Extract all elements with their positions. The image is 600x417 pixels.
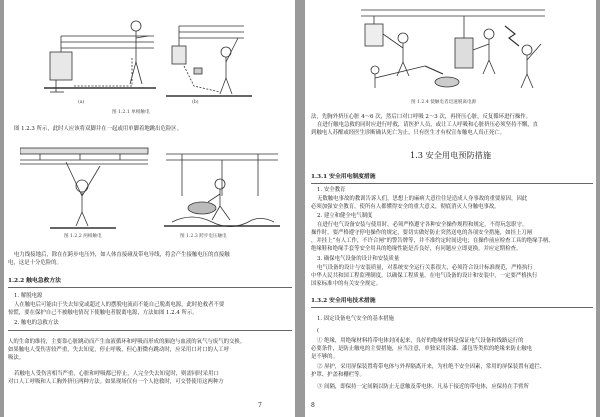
figure-caption: 图 1.2.2 两相触电 [64,234,102,239]
body-paragraph: 无数触电事故的教训告诉人们，思想上的麻痹大意往往是造成人身事故的重要原因，因此 [317,196,528,202]
body-paragraph: 法，先胸外挤压心脏 4～6 次，然后口对口呼吸 2～3 次，再挤压心脏，反复循环进行操作。 [311,114,532,120]
page-number: 8 [311,402,315,409]
body-paragraph: ，并挂上“有人工作，不许合闸”的警告牌等，并不准约定时间送电；在操作前应检查工具的绝缘手柄、 [311,238,554,244]
right-page [305,0,596,417]
body-paragraph: 若触电人受伤害相当严重，心脏和呼吸都已停止，人完全失去知觉时，则需同时采用口 [14,371,219,377]
figure-label-a: (a) [78,100,85,105]
list-item: ② 屏护，采用屏保装置将带电体与外界隔离开来，为杜绝不安全因素，常用的屏保装置有遮拦、 [317,364,546,370]
subsection-heading: 1. 固定设备电气安全的基本措施 [317,316,394,322]
section-heading: 1.3.1 安全用电制度措施 [311,174,376,180]
subsection-heading: 1. 解脱电源 [14,293,43,299]
body-paragraph: 电力线接地后，除在在跨步电压外，如人体直接碰及带电导线，将会产生接触电压的直接触 [14,252,230,258]
subsection-heading: 1. 安全教育 [317,187,346,193]
body-paragraph: 惊慌，要在保护自己不被触电情况下使触电者脱离电源，方法如图 1.2.4 所示。 [8,310,198,316]
body-paragraph: 电气设备的设计与安装质量，对系统安全运行关系很大，必须符合设计标准规范，严格执行 [317,265,533,271]
list-item: ① 绝缘，用绝缘材料将带电体封闭起来，良好的绝缘材料是保证电气设备和线路运行的 [317,338,524,344]
section-heading: 1.3.2 安全用电技术措施 [311,298,376,304]
figure-caption: 图 1.2.4 使触电者迅速脱离电源 [411,100,477,105]
body-paragraph: 吸法。 [8,355,25,361]
list-item: 护罩、护盖和栅栏等。 [311,372,365,378]
figure-caption: 图 1.2.1 单相触电 [112,110,150,115]
body-paragraph: 中华人民共和国工程监理制度，以确保工程质量。在电气设备的设计和安装中，一定要严格执行 [311,273,538,279]
figure-caption: 图 1.2.3 跨步电压触电 [180,234,227,239]
body-paragraph: 必须加强安全教育，使所有人都懂得安全的重大意义，彻底消灭人身触电事故。 [311,204,500,210]
section-rule [8,330,292,331]
subsection-heading: 3. 确保电气设备的设计和安装质量 [317,256,400,262]
section-rule [8,287,292,288]
left-page [4,0,295,417]
body-paragraph: 在进行电气设备安装与使用时，必须严格遵守各种安全操作规程和规定，不得玩忽职守。 [317,222,528,228]
paren-mark: ( [317,328,320,334]
chapter-title: 1.3 安全用电预防措施 [409,150,492,160]
figure-rescue-from-power [355,4,555,96]
list-item: 是不够的。 [311,354,338,360]
body-paragraph: 人在触电后可能由于失去知觉或超过人的摆脱电流而不能自己脱离电源，此时抢救者不要 [14,302,225,308]
figure-two-phase-shock [20,146,150,230]
figure-label-b: (b) [192,100,199,105]
body-paragraph: 在进行触电急救的同时应进行呼救，请医护人员，或让工人呼吸和心脏挤压必须坚持不懈，直 [317,122,539,128]
section-heading: 1.2.2 触电急救方法 [8,278,61,284]
body-paragraph: 对口人工呼吸和人工胸外挤压两种方法。如果现场仅有一个人抢救时，可交替使用这两种方 [8,379,224,385]
figure-single-phase-shock [44,6,254,102]
body-paragraph: 到触电人苏醒或经医生诊断确认死亡为止。只有医生才有权宣布触电人真正死亡。 [311,130,506,136]
body-paragraph: 如果触电人受伤害较严重，失去知觉，停止呼吸，但心脏微有跳动时，应采用口对口的人工呼 [8,347,230,353]
body-paragraph: 绝缘鞋和绝缘手套等安全用具的绝缘性能是否良好，有问题应立即更换，并应定期检查。 [311,246,522,252]
section-rule [311,183,593,184]
body-paragraph: 图 1.2.3 所示，此时人应该将双脚并在一起或用单脚着地跳出危险区。 [14,126,183,132]
list-item: 必要条件，是防止触电的主要措施，应当注意，单独采用涂漆、漆包等类似的绝缘来防止触电 [311,346,533,352]
subsection-heading: 2. 触电的急救方法 [14,320,59,326]
body-paragraph: 操作时，要严格遵守停电操作的规定，要切实做好防止突然送电的各项安全措施，如挂上刀闸 [311,230,533,236]
page-number: 7 [258,402,262,409]
subsection-heading: 2. 建立和健全电气制度 [317,213,373,219]
body-paragraph: 人的生命的维持，主要靠心脏跳动而产生血液循环和呼吸而形成的肺泡与血液的氧气与废气的交换。 [8,339,246,345]
list-item: ③ 间隔，即保持一定间隔以防止无意触及带电体。凡易于接近的带电体，应保持在手臂所 [317,384,529,390]
section-rule [311,307,593,308]
body-paragraph: 国家标准中的有关安全规定。 [311,281,382,287]
body-paragraph: 电，这是十分危险的。 [8,260,62,266]
figure-step-voltage-shock [162,146,282,230]
